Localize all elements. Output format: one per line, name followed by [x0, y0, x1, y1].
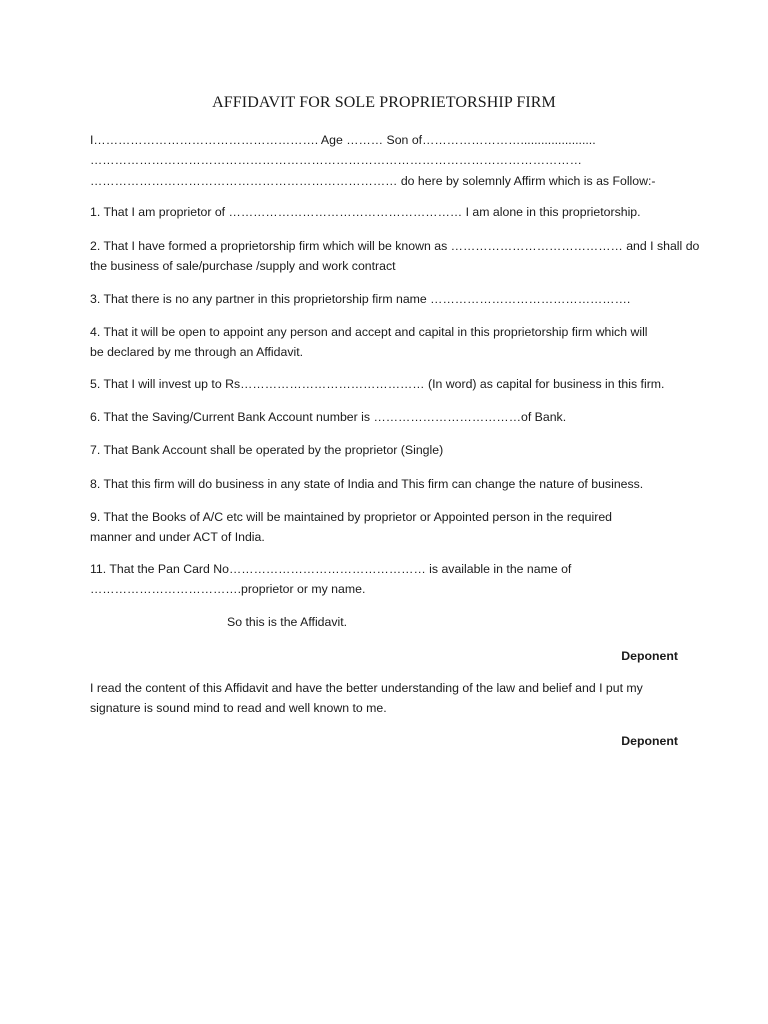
- clause-7: 7. That Bank Account shall be operated by the proprietor (Single): [90, 443, 444, 457]
- clause-4-line-2: be declared by me through an Affidavit.: [90, 345, 304, 359]
- verification-line-2: signature is sound mind to read and well known to me.: [90, 701, 387, 715]
- intro-line-1: I………………………………………………. Age ……… Son of……………………......................: [90, 133, 596, 147]
- closing-statement: So this is the Affidavit.: [227, 615, 348, 629]
- intro-line-3: ………………………………………………………………… do here by solemnly Affirm which is as Follow:-: [90, 174, 656, 188]
- clause-3: 3. That there is no any partner in this proprietorship firm name ………………………………………….: [90, 292, 631, 306]
- clause-11-line-2: ……………………………….proprietor or my name.: [90, 582, 366, 596]
- deponent-signature-1: Deponent: [621, 649, 678, 663]
- clause-9-line-1: 9. That the Books of A/C etc will be maintained by proprietor or Appointed person in the required: [90, 510, 613, 524]
- verification-line-1: I read the content of this Affidavit and have the better understanding of the law and belief and I put my: [90, 681, 643, 695]
- clause-4-line-1: 4. That it will be open to appoint any person and accept and capital in this proprietorship firm which will: [90, 325, 648, 339]
- clause-2-line-2: the business of sale/purchase /supply and work contract: [90, 259, 396, 273]
- intro-line-2: …………………………………………………………………………………………………………: [90, 153, 582, 167]
- clause-8: 8. That this firm will do business in any state of India and This firm can change the nature of business.: [90, 477, 644, 491]
- document-title: AFFIDAVIT FOR SOLE PROPRIETORSHIP FIRM: [212, 94, 556, 111]
- clause-6: 6. That the Saving/Current Bank Account number is ………………………………of Bank.: [90, 410, 567, 424]
- clause-5: 5. That I will invest up to Rs……………………………………… (In word) as capital for business in this firm.: [90, 377, 665, 391]
- clause-1: 1. That I am proprietor of ………………………………………………… I am alone in this proprietorship.: [90, 205, 641, 219]
- deponent-signature-2: Deponent: [621, 734, 678, 748]
- clause-2-line-1: 2. That I have formed a proprietorship firm which will be known as …………………………………… and I shall do: [90, 239, 700, 253]
- clause-11-line-1: 11. That the Pan Card No………………………………………… is available in the name of: [90, 562, 572, 576]
- clause-9-line-2: manner and under ACT of India.: [90, 530, 265, 544]
